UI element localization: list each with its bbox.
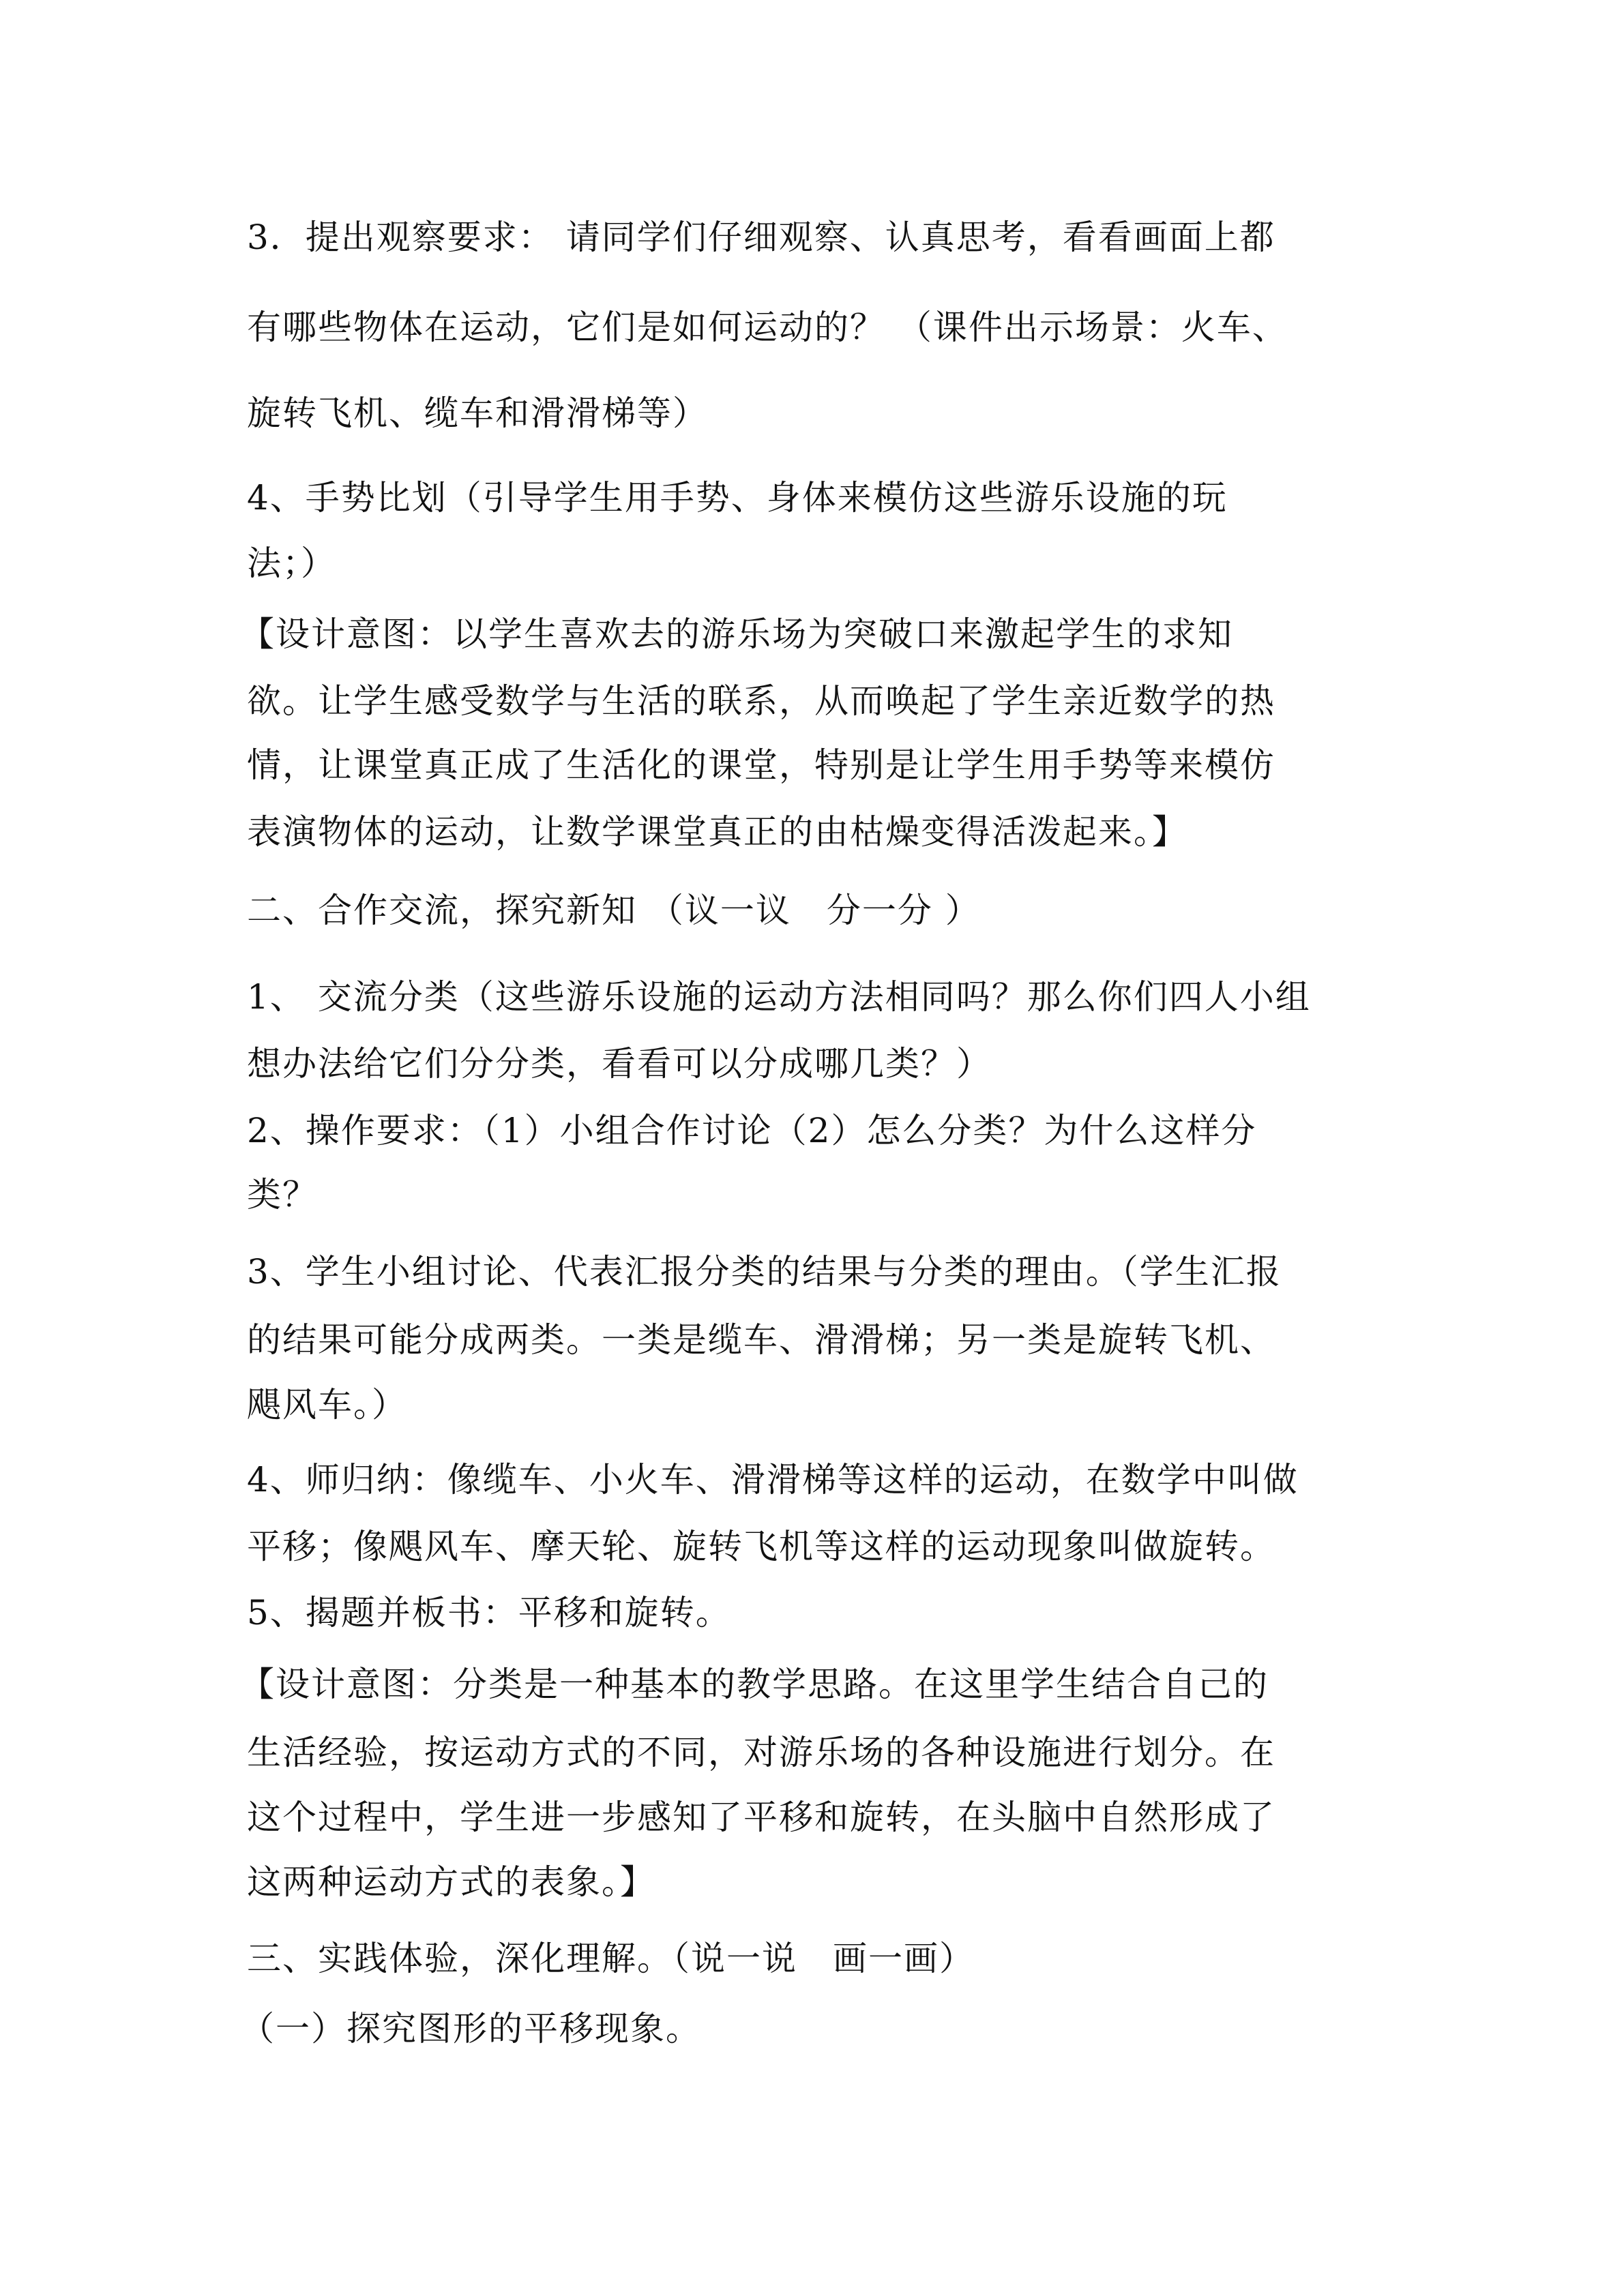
- design-intent-line: 生活经验，按运动方式的不同，对游乐场的各种设施进行划分。在: [247, 1733, 1275, 1772]
- section-heading: 二、合作交流，探究新知 （议一议 分一分 ）: [247, 891, 981, 930]
- subsection-heading: （一）探究图形的平移现象。: [240, 2009, 701, 2048]
- section-heading: 三、实践体验，深化理解。（说一说 画一画）: [247, 1939, 975, 1978]
- design-intent-line: 这个过程中，学生进一步感知了平移和旋转，在头脑中自然形成了: [247, 1798, 1275, 1837]
- text-line: 的结果可能分成两类。一类是缆车、滑滑梯；另一类是旋转飞机、: [247, 1320, 1275, 1360]
- design-intent-line: 这两种运动方式的表象。】: [247, 1862, 655, 1902]
- text-line: 旋转飞机、缆车和滑滑梯等）: [247, 393, 708, 433]
- design-intent-line: 表演物体的运动，让数学课堂真正的由枯燥变得活泼起来。】: [247, 812, 1187, 852]
- text-line: 4、手势比划（引导学生用手势、身体来模仿这些游乐设施的玩: [247, 478, 1228, 518]
- text-line: 2、操作要求：（1）小组合作讨论（2）怎么分类？为什么这样分: [247, 1111, 1257, 1150]
- design-intent-line: 【设计意图：分类是一种基本的教学思路。在这里学生结合自己的: [240, 1665, 1269, 1704]
- text-line: 3、学生小组讨论、代表汇报分类的结果与分类的理由。（学生汇报: [247, 1252, 1282, 1292]
- text-line: 1、 交流分类（这些游乐设施的运动方法相同吗？那么你们四人小组: [247, 977, 1311, 1017]
- text-line: 5、揭题并板书：平移和旋转。: [247, 1593, 731, 1632]
- text-line: 飓风车。）: [247, 1385, 407, 1425]
- text-line: 4、师归纳：像缆车、小火车、滑滑梯等这样的运动，在数学中叫做: [247, 1460, 1299, 1500]
- design-intent-line: 情，让课堂真正成了生活化的课堂，特别是让学生用手势等来模仿: [247, 745, 1275, 785]
- text-line: 想办法给它们分分类，看看可以分成哪几类？）: [247, 1044, 992, 1084]
- text-line: 有哪些物体在运动，它们是如何运动的？ （课件出示场景：火车、: [247, 308, 1288, 347]
- design-intent-line: 【设计意图：以学生喜欢去的游乐场为突破口来激起学生的求知: [240, 614, 1233, 654]
- text-line: 类？: [247, 1175, 318, 1214]
- text-line: 法；）: [247, 543, 336, 583]
- design-intent-line: 欲。让学生感受数学与生活的联系，从而唤起了学生亲近数学的热: [247, 681, 1275, 721]
- text-line: 3．提出观察要求： 请同学们仔细观察、认真思考，看看画面上都: [247, 218, 1275, 257]
- text-line: 平移；像飓风车、摩天轮、旋转飞机等这样的运动现象叫做旋转。: [247, 1527, 1275, 1566]
